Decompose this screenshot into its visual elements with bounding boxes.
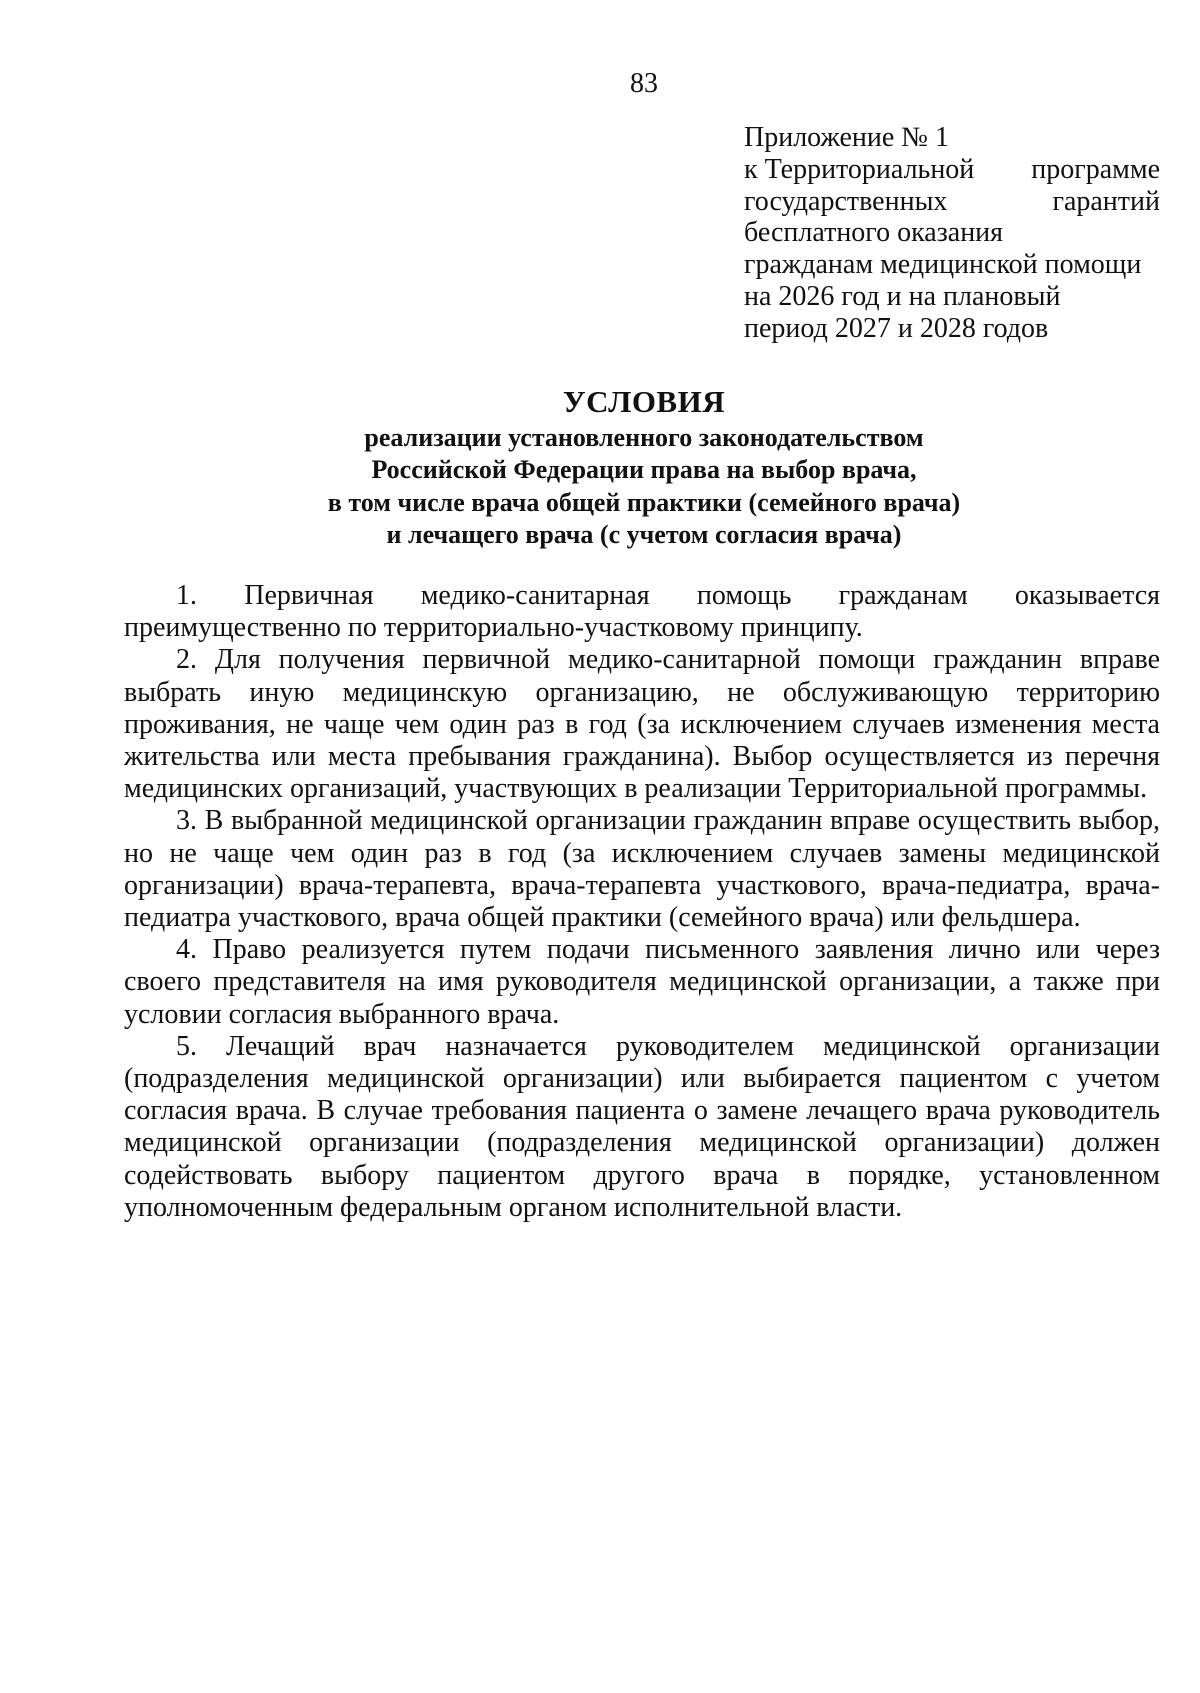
appendix-note xyxy=(744,122,1160,345)
document-title: УСЛОВИЯ xyxy=(562,384,726,419)
document-subtitle-line: Российской Федерации права на выбор врача, xyxy=(371,455,917,485)
document-subtitle-line: в том числе врача общей практики (семейного врача) xyxy=(327,487,961,517)
document-subtitle-line: и лечащего врача (с учетом согласия врача) xyxy=(386,519,902,549)
appendix-line: на 2026 год и на плановый xyxy=(744,280,1061,312)
appendix-line: бесплатного оказания xyxy=(744,217,1004,249)
paragraph-3: 3. В выбранной медицинской организации гражданин вправе осуществить выбор, но не чаще чем один раз в год (за исключением случаев замены медицинской организации) врача-терапевта, врача-терапевта участкового, врача-педиатра, врача-педиатра участкового, врача общей практики (семейного врача) или фельдшера. xyxy=(124,805,1160,934)
paragraph-1: 1. Первичная медико-санитарная помощь гражданам оказывается преимущественно по территориально-участковому принципу. xyxy=(124,580,1160,644)
document-subtitle-line: реализации установленного законодательством xyxy=(364,423,924,452)
document-body xyxy=(124,580,1160,1224)
appendix-line: гражданам медицинской помощи xyxy=(744,249,1142,281)
appendix-line-program xyxy=(744,154,1160,186)
appendix-title: Приложение № 1 xyxy=(744,122,949,153)
appendix-line-program-left: к Территориальной xyxy=(744,153,975,185)
appendix-line-program-right: программе xyxy=(1031,153,1160,185)
document-heading xyxy=(0,382,1200,551)
paragraph-5: 5. Лечащий врач назначается руководителем медицинской организации (подразделения медицинской организации) или выбирается пациентом с учетом согласия врача. В случае требования пациента о замене лечащего врача руководитель медицинской организации (подразделения медицинской организации) должен содействовать выбору пациентом другого врача в порядке, установленном уполномоченным федеральным органом исполнительной власти. xyxy=(124,1030,1160,1223)
paragraph-4: 4. Право реализуется путем подачи письменного заявления лично или через своего представителя на имя руководителя медицинской организации, а также при условии согласия выбранного врача. xyxy=(124,934,1160,1030)
paragraph-2: 2. Для получения первичной медико-санитарной помощи гражданин вправе выбрать иную медицинскую организацию, не обслуживающую территорию проживания, не чаще чем один раз в год (за исключением случаев изменения места жительства или места пребывания гражданина). Выбор осуществляется из перечня медицинских организаций, участвующих в реализации Территориальной программы. xyxy=(124,644,1160,805)
appendix-line-guarantees xyxy=(744,186,1160,218)
appendix-line-guarantees-right: гарантий xyxy=(1052,185,1160,217)
appendix-line-guarantees-left: государственных xyxy=(744,185,948,217)
appendix-line: период 2027 и 2028 годов xyxy=(744,312,1049,344)
page-number: 83 xyxy=(630,68,658,99)
